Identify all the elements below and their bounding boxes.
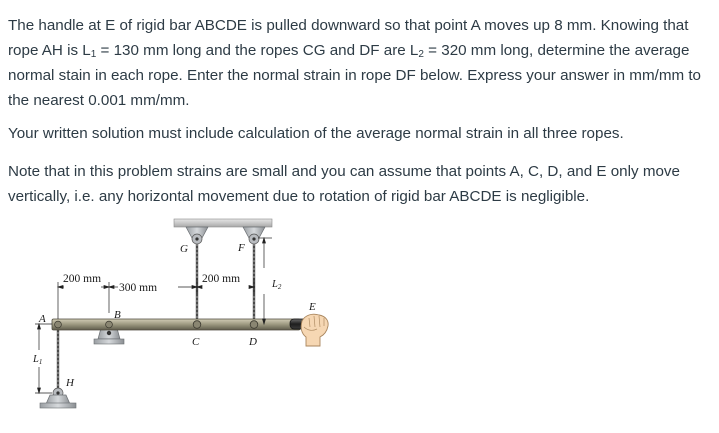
dimension-lines: [35, 238, 272, 393]
dimension-label-cd: 200 mm: [202, 273, 241, 285]
point-label-b: B: [114, 309, 121, 321]
solution-instruction: Your written solution must include calculation of the average normal strain in all three ropes.: [8, 125, 624, 142]
statement-text-2: = 130 mm long and the ropes CG and DF are L: [96, 42, 419, 59]
bracket-g: [186, 227, 208, 244]
bracket-f: [243, 227, 265, 244]
point-label-f: F: [238, 242, 245, 254]
point-label-e: E: [309, 301, 316, 313]
point-label-a: A: [39, 313, 46, 325]
dimension-label-bc: 300 mm: [119, 282, 158, 294]
length-label-l1: L1: [33, 354, 43, 366]
subscript-2: 2: [418, 49, 424, 60]
point-label-c: C: [192, 336, 200, 348]
point-label-g: G: [180, 243, 188, 255]
point-label-d: D: [249, 336, 257, 348]
assumption-note: Note that in this problem strains are small and you can assume that points A, C, D, and E only move vertically, i.e. any horizontal movement due to rotation of rigid bar ABCDE is negligible.: [8, 163, 680, 205]
subscript-1: 1: [90, 49, 97, 60]
hand-icon: [301, 314, 328, 346]
statement-text-1: The handle at E of rigid bar ABCDE is pulled downward so that point A moves up 8 mm. Knowing that rope AH is L: [8, 17, 689, 59]
bracket-h: [40, 388, 76, 408]
length-label-l2: L2: [272, 279, 282, 291]
statement-text-3: = 320 mm long, determine the average normal stain in each rope. Enter the normal strain in rope DF below. Express your answer in mm/mm to the nearest 0.001 mm/mm.: [8, 42, 702, 109]
point-label-h: H: [66, 377, 74, 389]
dimension-label-ab: 200 mm: [63, 273, 102, 285]
ceiling-support: [174, 219, 272, 227]
